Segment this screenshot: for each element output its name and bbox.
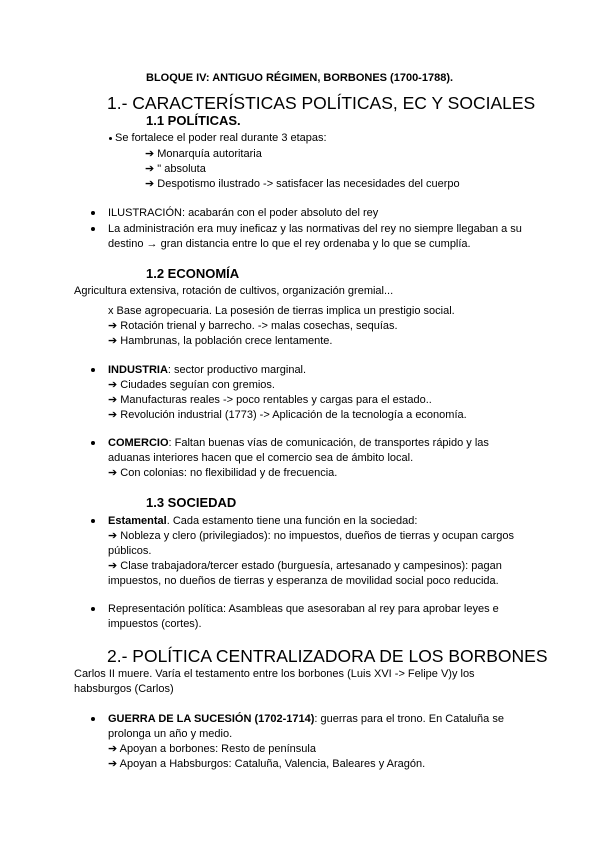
estamental-item: ➔ Clase trabajadora/tercer estado (burguesía, artesanado y campesinos): pagan	[108, 560, 502, 572]
industria-item: ➔ Ciudades seguían con gremios.	[108, 379, 275, 391]
politicas-heading: 1.1 POLÍTICAS.	[146, 113, 241, 128]
administracion-text-cont: destino → gran distancia entre lo que el rey ordenaba y lo que se cumplía.	[108, 238, 471, 250]
guerra-label: GUERRA DE LA SUCESIÓN (1702-1714)	[108, 713, 315, 725]
document-title: BLOQUE IV: ANTIGUO RÉGIMEN, BORBONES (1700-1788).	[146, 72, 454, 84]
guerra-item: ➔ Apoyan a borbones: Resto de península	[108, 743, 316, 755]
guerra-text: : guerras para el trono. En Cataluña se	[314, 713, 504, 725]
estamental-label: Estamental	[108, 515, 167, 527]
estamental-text: . Cada estamento tiene una función en la sociedad:	[166, 515, 418, 527]
comercio-line	[108, 436, 489, 450]
agro-line: ➔ Hambrunas, la población crece lentamente.	[108, 335, 333, 347]
industria-item: ➔ Revolución industrial (1773) -> Aplicación de la tecnología a economía.	[108, 409, 467, 421]
estamental-line	[108, 514, 417, 528]
section2-intro-cont: habsburgos (Carlos)	[74, 683, 174, 695]
economia-heading: 1.2 ECONOMÍA	[146, 266, 240, 281]
guerra-line-cont: prolonga un año y medio.	[108, 728, 233, 740]
section2-heading: 2.- POLÍTICA CENTRALIZADORA DE LOS BORBONES	[107, 646, 548, 666]
agro-line: x Base agropecuaria. La posesión de tierras implica un prestigio social.	[108, 305, 455, 317]
bullet-icon	[91, 519, 95, 523]
estamental-item-cont: públicos.	[108, 545, 152, 557]
bullet-icon	[91, 607, 95, 611]
guerra-item: ➔ Apoyan a Habsburgos: Cataluña, Valencia, Baleares y Aragón.	[108, 758, 426, 770]
comercio-line-cont: aduanas interiores hacen que el comercio sea de ámbito local.	[108, 452, 414, 464]
bullet-icon	[91, 368, 95, 372]
politicas-intro: Se fortalece el poder real durante 3 etapas:	[115, 132, 327, 144]
etapa-item: ➔ Despotismo ilustrado -> satisfacer las necesidades del cuerpo	[145, 178, 460, 190]
sociedad-heading: 1.3 SOCIEDAD	[146, 495, 237, 510]
section1-heading: 1.- CARACTERÍSTICAS POLÍTICAS, EC Y SOCIALES	[107, 93, 536, 113]
agro-line: ➔ Rotación trienal y barrecho. -> malas cosechas, sequías.	[108, 320, 398, 332]
economia-intro: Agricultura extensiva, rotación de cultivos, organización gremial...	[74, 285, 394, 297]
ilustracion-text: ILUSTRACIÓN: acabarán con el poder absoluto del rey	[108, 207, 379, 219]
estamental-item-cont: impuestos, no dueños de tierras y esperanza de movilidad social poco reducida.	[108, 575, 499, 587]
bullet-icon	[91, 227, 95, 231]
section2-intro: Carlos II muere. Varía el testamento entre los borbones (Luis XVI -> Felipe V)y los	[74, 668, 475, 680]
administracion-text: La administración era muy ineficaz y las normativas del rey no siempre llegaban a su	[108, 223, 522, 235]
comercio-label: COMERCIO	[108, 437, 169, 449]
representacion-text: Representación política: Asambleas que asesoraban al rey para aprobar leyes e	[108, 603, 499, 615]
bullet-icon	[91, 717, 95, 721]
industria-item: ➔ Manufacturas reales -> poco rentables y cargas para el estado..	[108, 394, 432, 406]
etapa-item: ➔ " absoluta	[145, 163, 206, 175]
industria-line	[108, 363, 306, 377]
representacion-text-cont: impuestos (cortes).	[108, 618, 202, 630]
industria-label: INDUSTRIA	[108, 364, 168, 376]
comercio-item: ➔ Con colonias: no flexibilidad y de frecuencia.	[108, 467, 338, 479]
guerra-line	[108, 712, 504, 726]
etapa-item: ➔ Monarquía autoritaria	[145, 148, 262, 160]
comercio-text: : Faltan buenas vías de comunicación, de transportes rápido y las	[168, 437, 489, 449]
bullet-icon	[109, 137, 112, 140]
industria-text: : sector productivo marginal.	[167, 364, 307, 376]
estamental-item: ➔ Nobleza y clero (privilegiados): no impuestos, dueños de tierras y ocupan cargos	[108, 530, 515, 542]
bullet-icon	[91, 211, 95, 215]
bullet-icon	[91, 441, 95, 445]
